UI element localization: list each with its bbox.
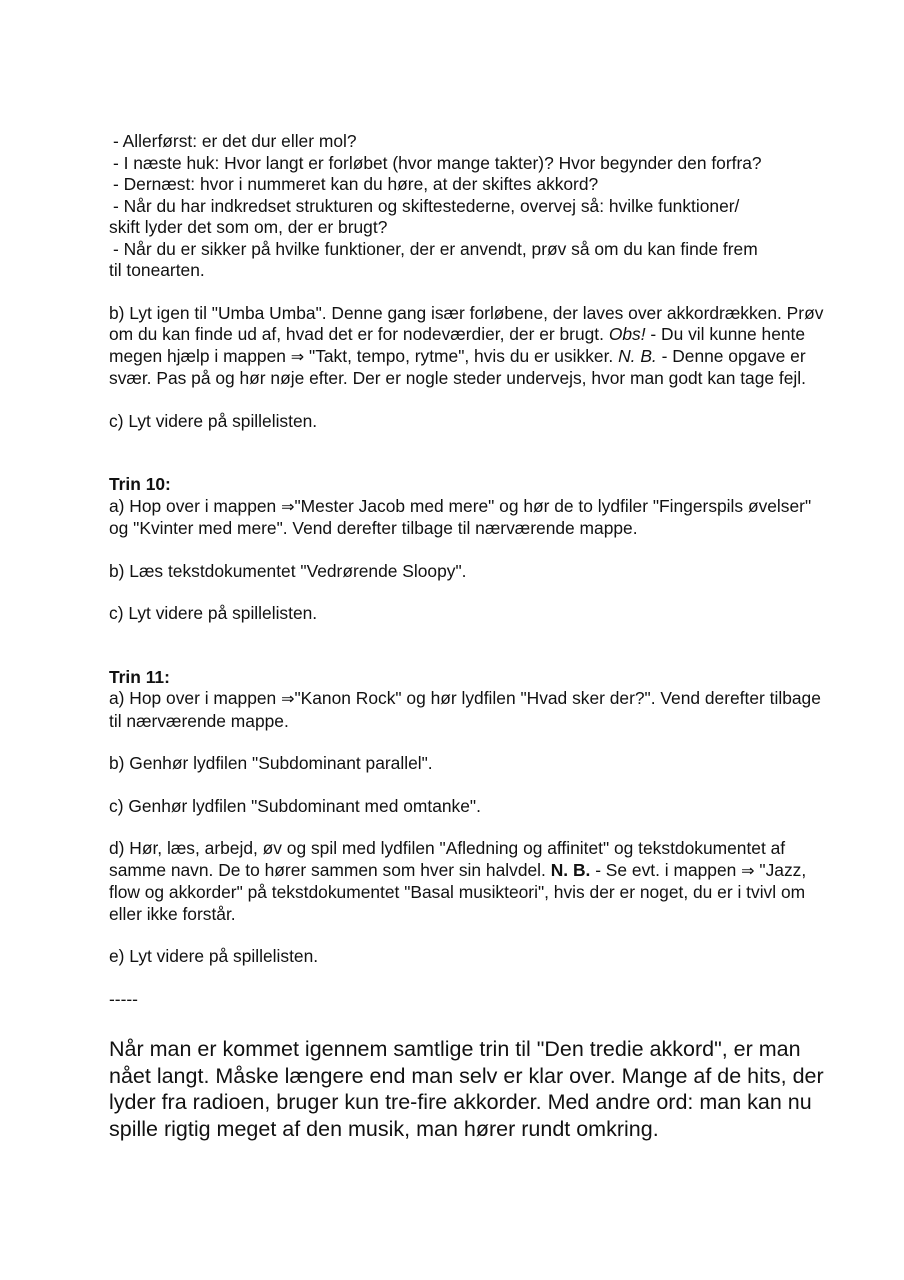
text-run: - Se evt. i mappen xyxy=(595,859,737,880)
text-run: "Kanon Rock" og hør lydfilen "Hvad sker der?". Vend derefter tilbage til nærværende mappe. xyxy=(109,688,821,731)
trin-11-e: e) Lyt videre på spillelisten. xyxy=(109,946,319,966)
text-run: d) Hør, læs, arbejd, øv og spil med lydfilen "Afledning og affinitet" og tekstdokumentet af samme navn. De to hører sammen som hver sin halvdel. xyxy=(109,838,786,880)
trin-10-heading: Trin 10: xyxy=(109,474,171,494)
trin-11-b: b) Genhør lydfilen "Subdominant parallel". xyxy=(109,753,433,773)
trin-10-a xyxy=(109,496,829,540)
text-run: "Takt, tempo, rytme", hvis du er usikker. xyxy=(309,345,614,366)
text-run: b) Lyt igen til "Umba Umba". Denne gang især forløbene, der laves over akkordrækken. Prøv om du kan finde ud af, hvad det er for nodeværdier, der er brugt. xyxy=(109,302,824,344)
trin-10-c: c) Lyt videre på spillelisten. xyxy=(109,603,318,623)
text-run: "Jazz, flow og akkorder" på tekstdokumentet "Basal musikteori", hvis der er noget, du er i tvivl om eller ikke forstår. xyxy=(109,859,807,924)
text-run: a) Hop over i mappen xyxy=(109,495,277,516)
arrow-icon: ⇒ xyxy=(281,498,295,516)
text-run: a) Hop over i mappen xyxy=(109,688,277,708)
bullet-line: til tonearten. xyxy=(109,260,205,280)
bullet-line: - Når du har indkredset strukturen og skiftestederne, overvej så: hvilke funktioner/ xyxy=(113,195,740,216)
trin-10-b: b) Læs tekstdokumentet "Vedrørende Sloopy". xyxy=(109,560,467,581)
arrow-icon: ⇒ xyxy=(281,691,295,708)
nb-label: N. B. xyxy=(618,345,657,366)
document-body xyxy=(109,131,829,1142)
text-run: - Denne opgave er svær. Pas på og hør nøje efter. Der er nogle steder undervejs, hvor man godt kan tage fejl. xyxy=(109,345,806,388)
trin-11-d xyxy=(109,838,829,925)
paragraph-9b xyxy=(109,303,829,390)
obs-label: Obs! xyxy=(608,324,646,344)
nb-label: N. B. xyxy=(550,859,591,880)
bullet-line: - Dernæst: hvor i nummeret kan du høre, at der skiftes akkord? xyxy=(113,174,599,194)
closing-paragraph: Når man er kommet igennem samtlige trin til "Den tredie akkord", er man nået langt. Måske længere end man selv er klar over. Mange af de hits, der lyder fra radioen, bruger kun tre-fire akkorder. Med andre ord: man kan nu spille rigtig meget af den musik, man hører rundt omkring. xyxy=(109,1037,824,1141)
text-run: "Mester Jacob med mere" og hør de to lydfiler "Fingerspils øvelser" og "Kvinter med mere". Vend derefter tilbage til nærværende mappe. xyxy=(109,495,812,538)
trin-11-c: c) Genhør lydfilen "Subdominant med omtanke". xyxy=(109,795,481,816)
bullet-line: - Når du er sikker på hvilke funktioner, der er anvendt, prøv så om du kan finde frem xyxy=(113,238,758,259)
text-run: - Du vil kunne hente megen hjælp i mappen xyxy=(109,324,806,366)
paragraph-9c: c) Lyt videre på spillelisten. xyxy=(109,410,318,431)
bullet-line: skift lyder det som om, der er brugt? xyxy=(109,217,388,237)
arrow-icon: ⇒ xyxy=(741,862,755,880)
divider: ----- xyxy=(109,988,138,1009)
arrow-icon: ⇒ xyxy=(290,348,305,366)
trin-11-heading: Trin 11: xyxy=(109,666,170,687)
bullet-line: - I næste huk: Hvor langt er forløbet (hvor mange takter)? Hvor begynder den forfra? xyxy=(113,152,762,173)
trin-11-a xyxy=(109,688,829,732)
bullet-line: - Allerførst: er det dur eller mol? xyxy=(113,131,357,151)
